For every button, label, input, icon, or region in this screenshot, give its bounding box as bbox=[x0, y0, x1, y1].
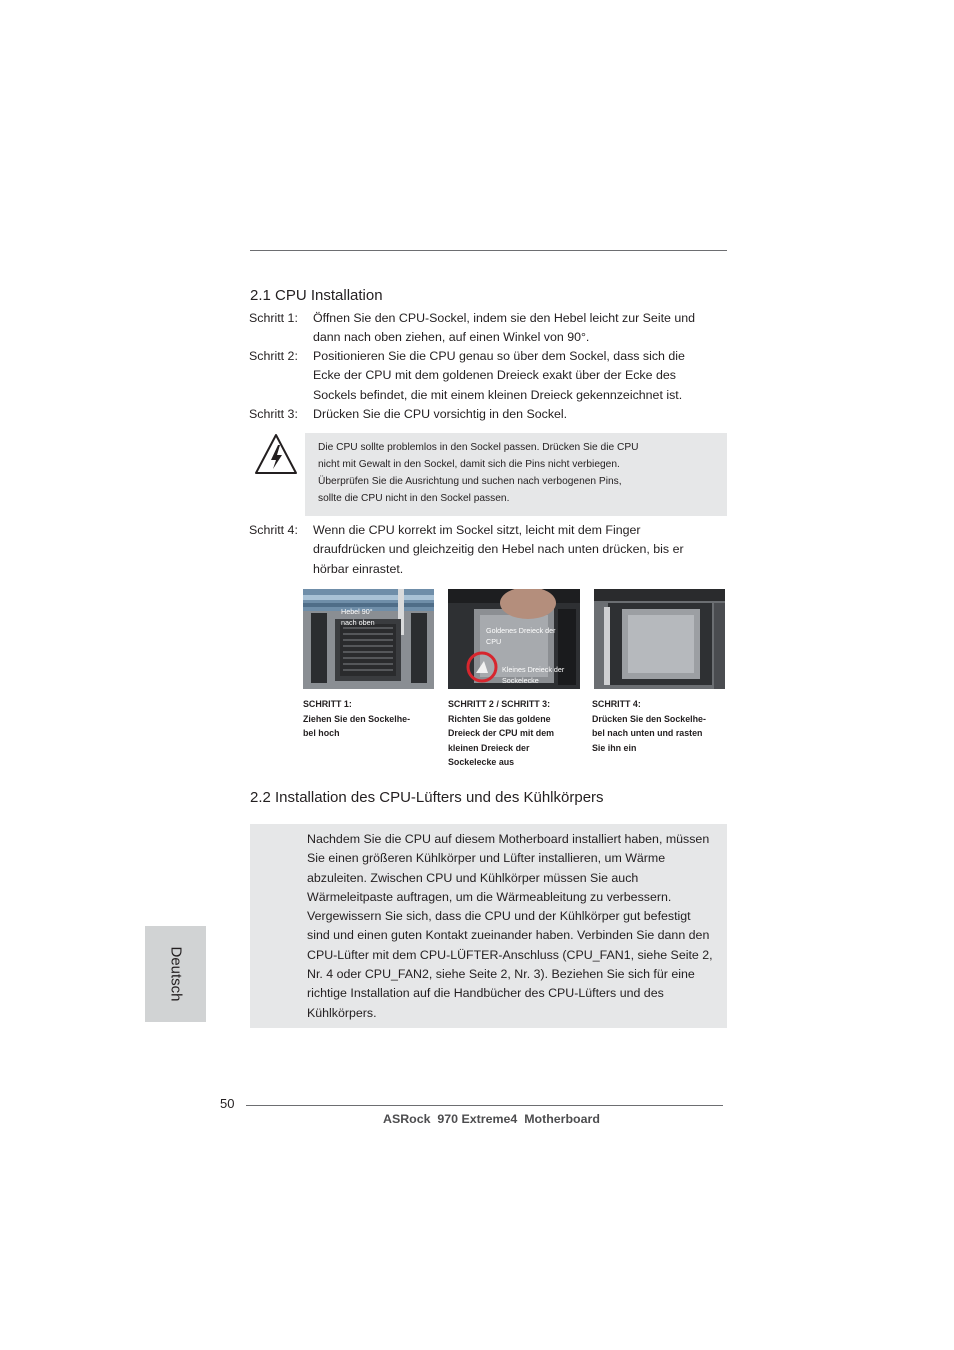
step-text bbox=[313, 405, 728, 424]
step-label: Schritt 1: bbox=[249, 311, 298, 325]
step-line: Öffnen Sie den CPU-Sockel, indem sie den Hebel leicht zur Seite und bbox=[313, 311, 696, 325]
caption-step-4 bbox=[592, 697, 727, 755]
caption-step-2-3 bbox=[448, 697, 583, 770]
language-tab bbox=[145, 926, 206, 1022]
step-text bbox=[313, 521, 728, 579]
photo-label-line: Kleines Dreieck der bbox=[502, 665, 565, 674]
body-line: richtige Installation auf die Handbücher des CPU-Lüfters und des bbox=[307, 986, 664, 1001]
warning-line: sollte die CPU nicht in den Sockel passen. bbox=[318, 493, 510, 504]
photo-socket-lever-up bbox=[303, 589, 434, 689]
photo-label-small-triangle bbox=[502, 664, 564, 686]
caption-line: Dreieck der CPU mit dem bbox=[448, 728, 555, 738]
body-line: Nachdem Sie die CPU auf diesem Motherboard installiert haben, müssen bbox=[307, 832, 710, 846]
photo-label-line: Goldenes Dreieck der bbox=[486, 626, 556, 635]
photo-label-line: Sockelecke bbox=[502, 676, 539, 685]
warning-line: Überprüfen Sie die Ausrichtung und suchen nach verbogenen Pins, bbox=[318, 476, 622, 487]
step-line: Sockels befindet, die mit einem kleinen Dreieck gekennzeichnet ist. bbox=[313, 387, 683, 402]
footer-divider bbox=[246, 1105, 723, 1106]
section-title-cpu-installation: 2.1 CPU Installation bbox=[250, 287, 383, 304]
step-line: dann nach oben ziehen, auf einen Winkel von 90°. bbox=[313, 330, 590, 345]
step-line: Drücken Sie die CPU vorsichtig in den Sockel. bbox=[313, 407, 568, 421]
step-line: hörbar einrastet. bbox=[313, 561, 404, 576]
photo-label bbox=[341, 606, 375, 628]
caption-line: SCHRITT 1: bbox=[303, 699, 352, 709]
photo-label-gold-triangle bbox=[486, 625, 556, 647]
page-number: 50 bbox=[220, 1096, 235, 1111]
caption-line: Richten Sie das goldene bbox=[448, 713, 551, 724]
warning-line: nicht mit Gewalt in den Sockel, damit sich die Pins nicht verbiegen. bbox=[318, 459, 620, 470]
body-line: abzuleiten. Zwischen CPU und Kühlkörper müssen Sie auch bbox=[307, 870, 639, 885]
caption-line: SCHRITT 2 / SCHRITT 3: bbox=[448, 699, 551, 709]
caption-line: Sockelecke aus bbox=[448, 757, 515, 767]
photo-label-line: CPU bbox=[486, 637, 502, 646]
photo-cpu-alignment bbox=[448, 589, 580, 689]
warning-lightning-icon bbox=[254, 433, 298, 475]
body-line: Sie einen größeren Kühlkörper und Lüfter installieren, um Wärme bbox=[307, 851, 666, 866]
caption-line: Sie ihn ein bbox=[592, 742, 637, 753]
caption-line: Drücken Sie den Sockelhe- bbox=[592, 713, 706, 724]
step-line: Positionieren Sie die CPU genau so über dem Sockel, dass sich die bbox=[313, 349, 685, 363]
step-label: Schritt 2: bbox=[249, 349, 298, 363]
step-label: Schritt 4: bbox=[249, 523, 298, 537]
caption-line: bel nach unten und rasten bbox=[592, 728, 703, 738]
caption-line: Ziehen Sie den Sockelhe- bbox=[303, 713, 411, 724]
caption-step-1 bbox=[303, 697, 433, 741]
step-text bbox=[313, 309, 728, 348]
step-label: Schritt 3: bbox=[249, 407, 298, 421]
body-line: Vergewissern Sie sich, dass die CPU und der Kühlkörper gut befestigt bbox=[307, 909, 691, 924]
photo-label-line: nach oben bbox=[341, 618, 375, 627]
fan-installation-note bbox=[250, 824, 727, 1028]
caption-line: SCHRITT 4: bbox=[592, 699, 641, 709]
footer-product-name: ASRock 970 Extreme4 Motherboard bbox=[383, 1112, 600, 1126]
step-line: draufdrücken und gleichzeitig den Hebel nach unten drücken, bis er bbox=[313, 542, 684, 557]
top-divider bbox=[250, 250, 727, 251]
caption-line: kleinen Dreieck der bbox=[448, 742, 530, 753]
language-tab-label: Deutsch bbox=[167, 946, 184, 1002]
section-title-fan-heatsink: 2.2 Installation des CPU-Lüfters und des Kühlkörpers bbox=[250, 789, 604, 806]
body-line: Wärmeleitpaste auftragen, um die Wärmeableitung zu verbessern. bbox=[307, 889, 672, 904]
caption-line: bel hoch bbox=[303, 728, 340, 738]
warning-note bbox=[305, 433, 727, 516]
body-line: sind und einen guten Kontakt zueinander haben. Verbinden Sie dann den bbox=[307, 928, 710, 943]
photo-label-line: Hebel 90° bbox=[341, 607, 373, 616]
step-line: Ecke der CPU mit dem goldenen Dreieck exakt über der Ecke des bbox=[313, 368, 676, 383]
body-line: CPU-Lüfter mit dem CPU-LÜFTER-Anschluss (CPU_FAN1, siehe Seite 2, bbox=[307, 947, 713, 962]
body-line: Kühlkörpers. bbox=[307, 1005, 377, 1020]
photo-cpu-seated bbox=[594, 589, 725, 689]
warning-line: Die CPU sollte problemlos in den Sockel passen. Drücken Sie die CPU bbox=[318, 442, 639, 453]
step-line: Wenn die CPU korrekt im Sockel sitzt, leicht mit dem Finger bbox=[313, 523, 641, 537]
warning-text bbox=[318, 439, 718, 507]
fan-installation-text bbox=[307, 830, 729, 1023]
body-line: Nr. 4 oder CPU_FAN2, siehe Seite 2, Nr. 3). Beziehen Sie sich für eine bbox=[307, 967, 695, 982]
step-text bbox=[313, 347, 728, 405]
